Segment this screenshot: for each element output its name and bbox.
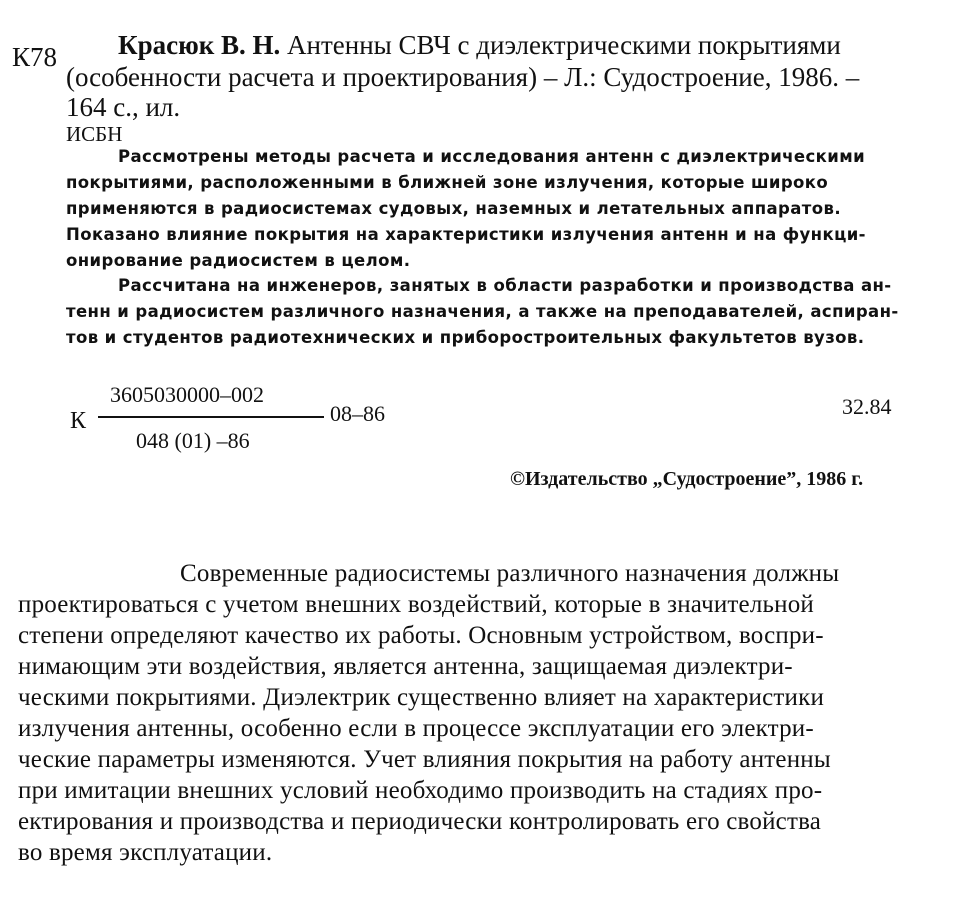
copyright-notice: ©Издательство „Судостроение”, 1986 г. (510, 468, 864, 490)
book-title: Антенны СВЧ с диэлектрическими покрытиями (287, 30, 841, 60)
annotation-line: тенн и радиосистем различного назначения, а также на преподавателей, аспиран- (66, 302, 899, 321)
body-text-line: ектирования и производства и периодически контролировать его свойства (18, 808, 822, 835)
catalog-series: 08–86 (330, 401, 385, 426)
annotation-line: Рассмотрены методы расчета и исследования антенн с диэлектрическими (118, 147, 866, 166)
fraction-line (98, 416, 324, 418)
body-text-line: нимающим эти воздействия, является антенна, защищаемая диэлектри- (18, 653, 793, 680)
body-text-line: степени определяют качество их работы. Основным устройством, воспри- (18, 622, 824, 649)
catalog-numerator: 3605030000–002 (110, 382, 264, 407)
catalog-price: 32.84 (842, 394, 892, 419)
annotation-line: Рассчитана на инженеров, занятых в области разработки и производства ан- (118, 276, 892, 295)
bib-title-line-1 (118, 30, 841, 61)
annotation-line: тов и студентов радиотехнических и приборостроительных факультетов вузов. (66, 328, 865, 347)
bib-title-line-2: (особенности расчета и проектирования) – Л.: Судостроение, 1986. – (66, 62, 860, 92)
body-text-line: проектироваться с учетом внешних воздействий, которые в значительной (18, 591, 814, 618)
body-text-line: Современные радиосистемы различного назначения должны (180, 560, 840, 587)
body-text-line: ческими покрытиями. Диэлектрик существенно влияет на характеристики (18, 684, 825, 711)
annotation-line: применяются в радиосистемах судовых, наземных и летательных аппаратов. (66, 199, 842, 218)
classmark: К78 (12, 42, 58, 72)
bib-title-line-3: 164 с., ил. (66, 92, 181, 122)
author-name: Красюк В. Н. (118, 30, 281, 60)
annotation-line: покрытиями, расположенными в ближней зоне излучения, которые широко (66, 173, 829, 192)
catalog-denominator: 048 (01) –86 (136, 428, 250, 453)
isbn-label: ИСБН (66, 122, 123, 146)
annotation-line: Показано влияние покрытия на характеристики излучения антенн и на функци- (66, 225, 866, 244)
catalog-letter: К (70, 408, 87, 434)
body-text-line: при имитации внешних условий необходимо производить на стадиях про- (18, 777, 823, 804)
body-text-line: излучения антенны, особенно если в процессе эксплуатации его электри- (18, 715, 814, 742)
body-text-line: ческие параметры изменяются. Учет влияния покрытия на работу антенны (18, 746, 831, 773)
annotation-line: онирование радиосистем в целом. (66, 251, 411, 270)
body-text-line: во время эксплуатации. (18, 839, 273, 866)
